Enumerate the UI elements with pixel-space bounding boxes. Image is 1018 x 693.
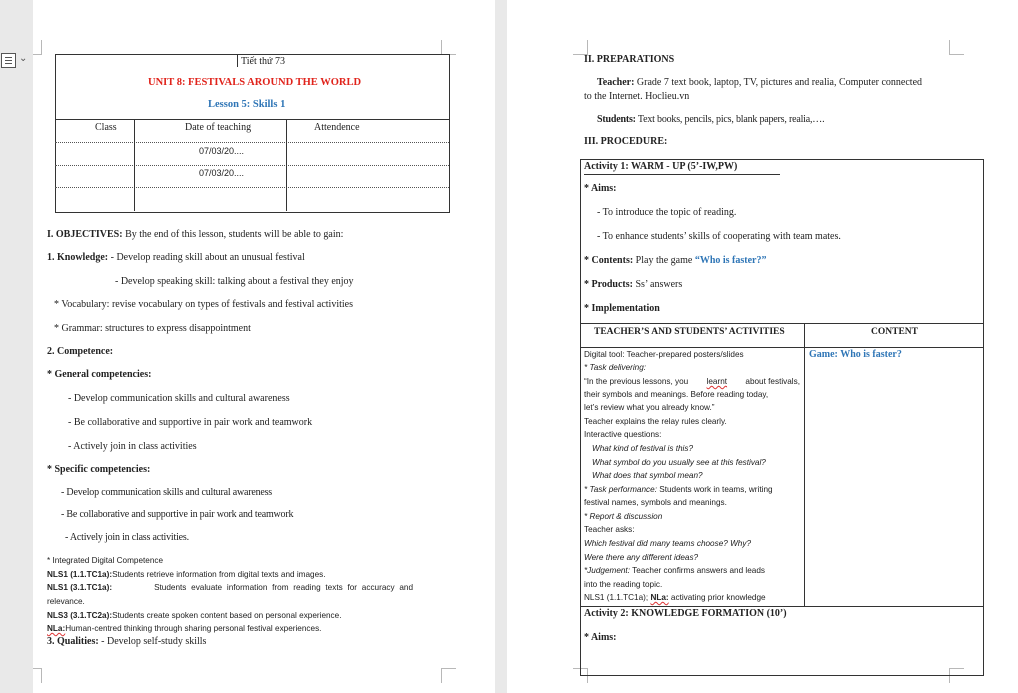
- column-attendance: Attendence: [314, 122, 360, 133]
- activity-question: What does that symbol mean?: [592, 471, 703, 480]
- crop-mark: [33, 668, 42, 683]
- activity-line: Digital tool: Teacher-prepared posters/slides: [584, 350, 744, 359]
- period-number: Tiết thứ 73: [241, 56, 285, 67]
- aim-item: - To enhance students’ skills of cooperating with team mates.: [597, 231, 841, 242]
- activity-line: Teacher asks:: [584, 525, 635, 534]
- activity-line: Interactive questions:: [584, 430, 662, 439]
- content-game-title: Game: Who is faster?: [809, 349, 902, 360]
- date-cell: 07/03/20....: [199, 168, 245, 178]
- activity-line: * Task delivering:: [584, 363, 647, 372]
- digital-competence-item: NLS1 (3.1.TC1a): Students evaluate information from reading texts for accuracy and: [47, 583, 413, 592]
- specific-competency-item: - Develop communication skills and cultural awareness: [61, 487, 273, 498]
- activity-line: * Task performance: Students work in teams, writing: [584, 485, 773, 494]
- vocabulary-line: * Vocabulary: revise vocabulary on types of festivals and festival activities: [54, 299, 353, 310]
- student-preparation: Students: Text books, pencils, pics, blank papers, realia,….: [597, 114, 825, 125]
- contents-line: * Contents: Play the game “Who is faster?”: [584, 255, 767, 266]
- activity-line: Teacher explains the relay rules clearly.: [584, 417, 727, 426]
- activity-2-heading: Activity 2: KNOWLEDGE FORMATION (10’): [584, 608, 787, 619]
- competence-heading: 2. Competence:: [47, 346, 114, 357]
- crop-mark: [573, 40, 588, 55]
- implementation-heading: * Implementation: [584, 303, 660, 314]
- aims-heading-2: * Aims:: [584, 632, 617, 643]
- crop-mark: [441, 40, 456, 55]
- digital-competence-item: NLS1 (1.1.TC1a):Students retrieve information from digital texts and images.: [47, 570, 326, 579]
- teacher-preparation: Teacher: Grade 7 text book, laptop, TV, pictures and realia, Computer connected: [597, 77, 923, 88]
- digital-competence-item-cont: relevance.: [47, 597, 85, 606]
- general-competency-item: - Develop communication skills and cultural awareness: [68, 393, 290, 404]
- knowledge-line: 1. Knowledge: - Develop reading skill about an unusual festival: [47, 252, 305, 263]
- activity-line: “In the previous lessons, you learnt about festivals,: [584, 377, 800, 386]
- activity-question: Which festival did many teams choose? Why?: [584, 539, 752, 548]
- chevron-down-icon[interactable]: ⌄: [19, 53, 28, 64]
- procedure-heading: III. PROCEDURE:: [584, 136, 668, 147]
- knowledge-line-2: - Develop speaking skill: talking about a festival they enjoy: [115, 276, 354, 287]
- digital-competence-heading: * Integrated Digital Competence: [47, 556, 164, 565]
- lesson-title: Lesson 5: Skills 1: [208, 99, 286, 110]
- activity-question: Were there any different ideas?: [584, 553, 699, 562]
- products-line: * Products: Ss’ answers: [584, 279, 683, 290]
- grammar-line: * Grammar: structures to express disappointment: [54, 323, 251, 334]
- specific-competencies-heading: * Specific competencies:: [47, 464, 151, 475]
- general-competency-item: - Be collaborative and supportive in pair work and teamwork: [68, 417, 313, 428]
- activity-line: * Report & discussion: [584, 512, 663, 521]
- activity-line: festival names, symbols and meanings.: [584, 498, 727, 507]
- aims-heading: * Aims:: [584, 183, 617, 194]
- navigation-pane-icon[interactable]: [1, 53, 16, 68]
- activity-line: their symbols and meanings. Before reading today,: [584, 390, 769, 399]
- column-date: Date of teaching: [185, 122, 252, 133]
- crop-mark: [949, 40, 964, 55]
- activity-line: *Judgement: Teacher confirms answers and leads: [584, 566, 765, 575]
- activity-line: let’s review what you already know.”: [584, 403, 715, 412]
- document-page-right: [507, 0, 1018, 693]
- digital-competence-item: NLa:Human-centred thinking through sharing personal festival experiences.: [47, 624, 322, 633]
- crop-mark: [33, 40, 42, 55]
- general-competencies-heading: * General competencies:: [47, 369, 152, 380]
- activity-question: What symbol do you usually see at this festival?: [592, 458, 766, 467]
- activity-line: NLS1 (1.1.TC1a); NLa: activating prior knowledge: [584, 593, 766, 602]
- document-page-left: [33, 0, 495, 693]
- objectives-line: I. OBJECTIVES: By the end of this lesson, students will be able to gain:: [47, 229, 344, 240]
- activity-question: What kind of festival is this?: [592, 444, 694, 453]
- column-activities: TEACHER’S AND STUDENTS’ ACTIVITIES: [594, 327, 785, 337]
- digital-competence-item: NLS3 (3.1.TC2a):Students create spoken content based on personal experience.: [47, 611, 342, 620]
- specific-competency-item: - Be collaborative and supportive in pair work and teamwork: [61, 509, 294, 520]
- teacher-preparation-cont: to the Internet. Hoclieu.vn: [584, 91, 690, 102]
- unit-title: UNIT 8: FESTIVALS AROUND THE WORLD: [148, 77, 362, 88]
- general-competency-item: - Actively join in class activities: [68, 441, 197, 452]
- column-content: CONTENT: [871, 327, 918, 337]
- crop-mark: [441, 668, 456, 683]
- aim-item: - To introduce the topic of reading.: [597, 207, 737, 218]
- column-class: Class: [95, 122, 117, 133]
- specific-competency-item: - Actively join in class activities.: [65, 532, 189, 543]
- qualities-line: 3. Qualities: - Develop self-study skills: [47, 636, 207, 647]
- activity-line: into the reading topic.: [584, 580, 663, 589]
- date-cell: 07/03/20....: [199, 146, 245, 156]
- preparations-heading: II. PREPARATIONS: [584, 54, 675, 65]
- activity-1-heading: Activity 1: WARM - UP (5’-IW,PW): [584, 161, 738, 172]
